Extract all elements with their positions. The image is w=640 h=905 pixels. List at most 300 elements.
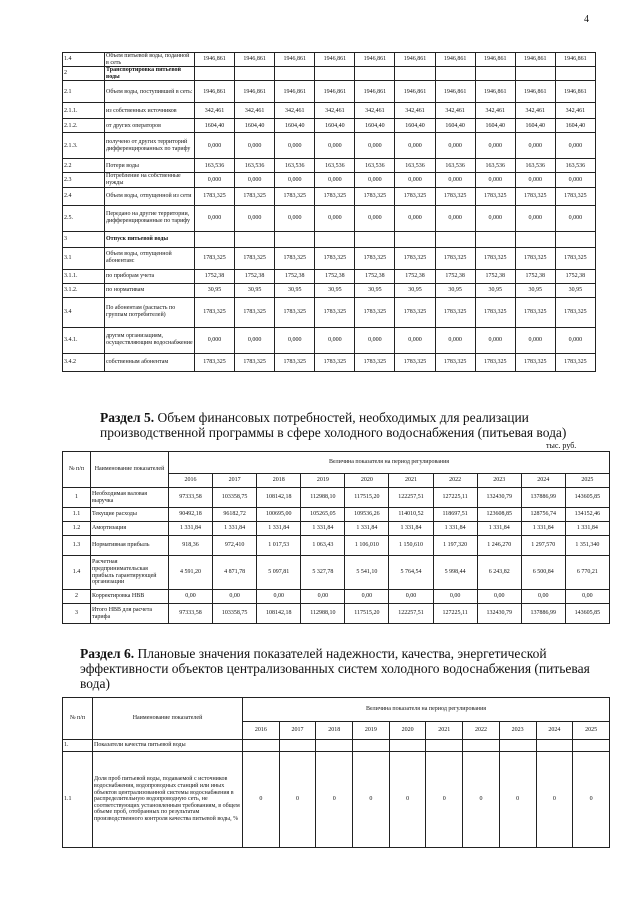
value-cell: 1783,325 <box>475 187 515 205</box>
value-cell: 1946,861 <box>555 81 595 103</box>
value-cell: 1 351,340 <box>565 536 609 556</box>
value-cell: 1752,38 <box>355 269 395 283</box>
col-name-header: Наименование показателей <box>91 452 169 488</box>
value-cell: 105265,05 <box>301 508 345 522</box>
value-cell: 1946,861 <box>515 53 555 67</box>
year-header: 2024 <box>521 474 565 488</box>
value-cell: 137886,99 <box>521 604 565 624</box>
value-cell: 6 500,84 <box>521 556 565 590</box>
value-cell: 1 331,84 <box>301 522 345 536</box>
value-cell: 97333,58 <box>169 488 213 508</box>
table-row <box>63 488 610 508</box>
value-cell: 1 331,84 <box>345 522 389 536</box>
value-cell: 30,95 <box>195 283 235 297</box>
empty-cell <box>195 67 235 81</box>
value-cell: 30,95 <box>355 283 395 297</box>
section5-title <box>100 410 620 440</box>
value-cell: 1 331,84 <box>565 522 609 536</box>
value-cell: 0,000 <box>435 133 475 159</box>
value-cell: 127225,11 <box>433 604 477 624</box>
empty-cell <box>463 740 500 752</box>
value-cell: 4 591,20 <box>169 556 213 590</box>
value-cell: 1783,325 <box>515 247 555 269</box>
page-number: 4 <box>584 14 589 25</box>
value-cell: 5 541,10 <box>345 556 389 590</box>
value-cell: 1752,38 <box>195 269 235 283</box>
value-cell: 1604,40 <box>515 119 555 133</box>
row-name: Нормативная прибыль <box>91 536 169 556</box>
value-cell: 342,461 <box>195 103 235 119</box>
section6-title-text: Плановые значения показателей надежности, качества, энергетической эффективности объектов централизованных систем холодного водоснабжения (питьевая вода) <box>80 646 590 691</box>
value-cell: 112988,10 <box>301 488 345 508</box>
value-cell: 0,000 <box>275 133 315 159</box>
value-cell: 342,461 <box>315 103 355 119</box>
value-cell: 163,536 <box>355 159 395 173</box>
value-cell: 342,461 <box>555 103 595 119</box>
value-cell: 5 764,54 <box>389 556 433 590</box>
year-header: 2016 <box>243 722 280 740</box>
value-cell: 143605,85 <box>565 604 609 624</box>
value-cell: 0,00 <box>257 590 301 604</box>
value-cell: 0,000 <box>315 173 355 187</box>
row-name: от других операторов <box>105 119 195 133</box>
value-cell: 1946,861 <box>195 81 235 103</box>
value-cell: 1783,325 <box>275 187 315 205</box>
value-cell: 1783,325 <box>555 187 595 205</box>
value-cell: 1783,325 <box>275 297 315 327</box>
value-cell: 0,000 <box>515 133 555 159</box>
value-cell: 1783,325 <box>515 297 555 327</box>
value-cell: 1752,38 <box>235 269 275 283</box>
value-cell: 1783,325 <box>195 187 235 205</box>
table-row <box>63 269 596 283</box>
row-name: Показатели качества питьевой воды <box>93 740 243 752</box>
value-cell: 1783,325 <box>395 187 435 205</box>
value-cell: 163,536 <box>395 159 435 173</box>
value-cell: 1783,325 <box>555 247 595 269</box>
value-cell: 122257,51 <box>389 488 433 508</box>
year-header: 2023 <box>499 722 536 740</box>
value-cell: 30,95 <box>515 283 555 297</box>
value-cell: 0,000 <box>275 327 315 353</box>
value-cell: 1783,325 <box>435 187 475 205</box>
empty-cell <box>475 67 515 81</box>
value-cell: 1946,861 <box>475 81 515 103</box>
value-cell: 30,95 <box>435 283 475 297</box>
empty-cell <box>555 231 595 247</box>
value-cell: 0,000 <box>235 133 275 159</box>
table-row <box>63 556 610 590</box>
value-cell: 30,95 <box>395 283 435 297</box>
year-header: 2019 <box>301 474 345 488</box>
year-header: 2020 <box>345 474 389 488</box>
table-row <box>63 536 610 556</box>
value-cell: 0 <box>426 752 463 848</box>
value-cell: 143605,85 <box>565 488 609 508</box>
value-cell: 1946,861 <box>435 53 475 67</box>
value-cell: 1946,861 <box>275 53 315 67</box>
value-cell: 1 106,010 <box>345 536 389 556</box>
value-cell: 0,000 <box>195 327 235 353</box>
value-cell: 0,000 <box>475 205 515 231</box>
empty-cell <box>475 231 515 247</box>
value-cell: 118697,51 <box>433 508 477 522</box>
empty-cell <box>515 67 555 81</box>
value-cell: 0 <box>573 752 610 848</box>
value-cell: 96182,72 <box>213 508 257 522</box>
year-header: 2021 <box>426 722 463 740</box>
value-cell: 0,000 <box>515 327 555 353</box>
row-number: 3.1 <box>63 247 105 269</box>
value-cell: 30,95 <box>475 283 515 297</box>
value-cell: 1 063,43 <box>301 536 345 556</box>
value-cell: 0 <box>316 752 353 848</box>
row-name: Корректировка НВВ <box>91 590 169 604</box>
value-cell: 0,000 <box>555 173 595 187</box>
table-row <box>63 740 610 752</box>
row-number: 2.2 <box>63 159 105 173</box>
empty-cell <box>235 67 275 81</box>
value-cell: 0,00 <box>433 590 477 604</box>
value-cell: 30,95 <box>555 283 595 297</box>
value-cell: 5 327,78 <box>301 556 345 590</box>
row-name: Объем воды, отпущенной из сети <box>105 187 195 205</box>
value-cell: 1783,325 <box>195 297 235 327</box>
value-cell: 0,00 <box>521 590 565 604</box>
value-cell: 918,36 <box>169 536 213 556</box>
row-number: 3.1.1. <box>63 269 105 283</box>
value-cell: 1946,861 <box>235 81 275 103</box>
value-cell: 0,000 <box>315 327 355 353</box>
value-cell: 342,461 <box>475 103 515 119</box>
empty-cell <box>355 231 395 247</box>
table-row <box>63 604 610 624</box>
value-cell: 1 331,84 <box>521 522 565 536</box>
value-cell: 122257,51 <box>389 604 433 624</box>
value-cell: 5 998,44 <box>433 556 477 590</box>
value-cell: 1604,40 <box>235 119 275 133</box>
row-number: 1 <box>63 488 91 508</box>
empty-cell <box>195 231 235 247</box>
row-number: 3.4 <box>63 297 105 327</box>
value-cell: 1 331,84 <box>257 522 301 536</box>
row-name: Расчетная предпринимательская прибыль гарантирующей организации <box>91 556 169 590</box>
value-cell: 1604,40 <box>195 119 235 133</box>
value-cell: 163,536 <box>515 159 555 173</box>
value-cell: 1946,861 <box>395 81 435 103</box>
value-cell: 0,000 <box>475 327 515 353</box>
value-cell: 1783,325 <box>355 247 395 269</box>
value-cell: 1 331,84 <box>433 522 477 536</box>
section6-title-number: Раздел 6. <box>80 646 135 661</box>
year-header: 2017 <box>279 722 316 740</box>
value-cell: 134152,46 <box>565 508 609 522</box>
row-name: Потребление на собственные нужды <box>105 173 195 187</box>
value-cell: 0,000 <box>555 327 595 353</box>
value-cell: 137886,99 <box>521 488 565 508</box>
value-cell: 972,410 <box>213 536 257 556</box>
row-number: 1.1 <box>63 752 93 848</box>
row-name: Необходимая валовая выручка <box>91 488 169 508</box>
value-cell: 0,00 <box>477 590 521 604</box>
empty-cell <box>426 740 463 752</box>
value-cell: 0 <box>243 752 280 848</box>
value-cell: 1783,325 <box>315 353 355 371</box>
col-group-header: Величина показателя на период регулирования <box>169 452 610 474</box>
empty-cell <box>315 67 355 81</box>
value-cell: 1946,861 <box>475 53 515 67</box>
value-cell: 1946,861 <box>515 81 555 103</box>
table-row <box>63 81 596 103</box>
value-cell: 5 097,81 <box>257 556 301 590</box>
value-cell: 163,536 <box>475 159 515 173</box>
value-cell: 163,536 <box>235 159 275 173</box>
value-cell: 1783,325 <box>355 187 395 205</box>
value-cell: 1 331,84 <box>169 522 213 536</box>
value-cell: 1 246,270 <box>477 536 521 556</box>
section5-title-text: Объем финансовых потребностей, необходимых для реализации производственной программы в сфере холодного водоснабжения (питьевая вода) <box>100 410 567 440</box>
row-name: по нормативам <box>105 283 195 297</box>
value-cell: 1752,38 <box>315 269 355 283</box>
value-cell: 1783,325 <box>555 297 595 327</box>
value-cell: 1783,325 <box>395 353 435 371</box>
row-number: 2.5. <box>63 205 105 231</box>
value-cell: 1783,325 <box>355 297 395 327</box>
value-cell: 0,00 <box>565 590 609 604</box>
row-number: 2.1.1. <box>63 103 105 119</box>
value-cell: 1604,40 <box>355 119 395 133</box>
table-row <box>63 173 596 187</box>
row-name: Текущие расходы <box>91 508 169 522</box>
value-cell: 0,000 <box>235 173 275 187</box>
value-cell: 1783,325 <box>315 247 355 269</box>
value-cell: 1783,325 <box>435 353 475 371</box>
value-cell: 0,000 <box>395 173 435 187</box>
year-header: 2025 <box>573 722 610 740</box>
empty-cell <box>499 740 536 752</box>
row-number: 2 <box>63 67 105 81</box>
value-cell: 0,000 <box>235 327 275 353</box>
empty-cell <box>536 740 573 752</box>
value-cell: 342,461 <box>395 103 435 119</box>
value-cell: 30,95 <box>275 283 315 297</box>
empty-cell <box>275 67 315 81</box>
value-cell: 103358,75 <box>213 488 257 508</box>
value-cell: 0,000 <box>555 133 595 159</box>
value-cell: 0,000 <box>435 327 475 353</box>
value-cell: 108142,18 <box>257 604 301 624</box>
value-cell: 0,000 <box>475 133 515 159</box>
year-header: 2023 <box>477 474 521 488</box>
value-cell: 1 297,570 <box>521 536 565 556</box>
value-cell: 1783,325 <box>355 353 395 371</box>
value-cell: 1783,325 <box>235 353 275 371</box>
year-header: 2019 <box>353 722 390 740</box>
row-number: 2.4 <box>63 187 105 205</box>
value-cell: 163,536 <box>555 159 595 173</box>
value-cell: 1783,325 <box>235 247 275 269</box>
value-cell: 1946,861 <box>395 53 435 67</box>
value-cell: 0,000 <box>395 133 435 159</box>
year-header: 2016 <box>169 474 213 488</box>
year-header: 2024 <box>536 722 573 740</box>
table-row <box>63 297 596 327</box>
value-cell: 90492,18 <box>169 508 213 522</box>
value-cell: 0,000 <box>315 205 355 231</box>
row-number: 1.1 <box>63 508 91 522</box>
value-cell: 0,000 <box>235 205 275 231</box>
year-header: 2021 <box>389 474 433 488</box>
empty-cell <box>279 740 316 752</box>
value-cell: 1946,861 <box>355 81 395 103</box>
row-number: 3 <box>63 231 105 247</box>
value-cell: 108142,18 <box>257 488 301 508</box>
value-cell: 0,00 <box>345 590 389 604</box>
empty-cell <box>435 67 475 81</box>
row-number: 2.1.3. <box>63 133 105 159</box>
value-cell: 6 243,82 <box>477 556 521 590</box>
row-name: Отпуск питьевой воды <box>105 231 195 247</box>
empty-cell <box>395 67 435 81</box>
row-name: получено от других территорий дифференцированных по тарифу <box>105 133 195 159</box>
value-cell: 0 <box>536 752 573 848</box>
table-row <box>63 752 610 848</box>
row-number: 1.4 <box>63 53 105 67</box>
value-cell: 0,000 <box>275 173 315 187</box>
table-row <box>63 327 596 353</box>
value-cell: 1946,861 <box>315 53 355 67</box>
row-number: 3.1.2. <box>63 283 105 297</box>
value-cell: 123608,85 <box>477 508 521 522</box>
table-row <box>63 283 596 297</box>
value-cell: 1604,40 <box>435 119 475 133</box>
row-name: Итого НВВ для расчета тарифа <box>91 604 169 624</box>
col-name-header: Наименование показателей <box>93 698 243 740</box>
value-cell: 132430,79 <box>477 488 521 508</box>
value-cell: 1604,40 <box>315 119 355 133</box>
col-group-header: Величина показателя на период регулирования <box>243 698 610 722</box>
value-cell: 4 871,78 <box>213 556 257 590</box>
empty-cell <box>275 231 315 247</box>
row-name: собственным абонентам <box>105 353 195 371</box>
value-cell: 1752,38 <box>555 269 595 283</box>
empty-cell <box>389 740 426 752</box>
value-cell: 1783,325 <box>515 187 555 205</box>
value-cell: 0 <box>463 752 500 848</box>
year-header: 2022 <box>463 722 500 740</box>
value-cell: 1752,38 <box>275 269 315 283</box>
value-cell: 117515,20 <box>345 604 389 624</box>
value-cell: 1604,40 <box>395 119 435 133</box>
value-cell: 0,000 <box>355 327 395 353</box>
value-cell: 1946,861 <box>555 53 595 67</box>
value-cell: 1783,325 <box>395 297 435 327</box>
table-row <box>63 247 596 269</box>
table-row <box>63 53 596 67</box>
row-name: Передано на другие территории, дифференцированные по тарифу <box>105 205 195 231</box>
value-cell: 127225,11 <box>433 488 477 508</box>
empty-cell <box>435 231 475 247</box>
value-cell: 0,00 <box>301 590 345 604</box>
value-cell: 0,000 <box>315 133 355 159</box>
empty-cell <box>235 231 275 247</box>
value-cell: 1946,861 <box>435 81 475 103</box>
value-cell: 97333,58 <box>169 604 213 624</box>
value-cell: 0,000 <box>435 205 475 231</box>
table-row <box>63 231 596 247</box>
table-row <box>63 67 596 81</box>
value-cell: 132430,79 <box>477 604 521 624</box>
water-balance-table <box>62 52 596 372</box>
value-cell: 1752,38 <box>475 269 515 283</box>
value-cell: 0,000 <box>355 173 395 187</box>
value-cell: 1783,325 <box>435 297 475 327</box>
value-cell: 0,00 <box>389 590 433 604</box>
empty-cell <box>573 740 610 752</box>
row-name: Потери воды <box>105 159 195 173</box>
value-cell: 1 331,84 <box>213 522 257 536</box>
value-cell: 0 <box>499 752 536 848</box>
value-cell: 1752,38 <box>395 269 435 283</box>
value-cell: 0,000 <box>355 205 395 231</box>
table-row <box>63 103 596 119</box>
value-cell: 1946,861 <box>315 81 355 103</box>
empty-cell <box>395 231 435 247</box>
value-cell: 1783,325 <box>275 353 315 371</box>
col-num-header: № п/п <box>63 452 91 488</box>
section5-unit: тыс. руб. <box>546 441 577 450</box>
value-cell: 1946,861 <box>355 53 395 67</box>
value-cell: 1783,325 <box>195 353 235 371</box>
row-number: 3.4.1. <box>63 327 105 353</box>
section6-title <box>80 646 620 691</box>
row-number: 3.4.2 <box>63 353 105 371</box>
row-number: 2.3 <box>63 173 105 187</box>
empty-cell <box>316 740 353 752</box>
row-name: Транспортировка питьевой воды <box>105 67 195 81</box>
value-cell: 1783,325 <box>475 297 515 327</box>
empty-cell <box>315 231 355 247</box>
value-cell: 0,000 <box>275 205 315 231</box>
row-name: из собственных источников <box>105 103 195 119</box>
col-num-header: № п/п <box>63 698 93 740</box>
value-cell: 163,536 <box>435 159 475 173</box>
table-row <box>63 159 596 173</box>
value-cell: 1783,325 <box>235 297 275 327</box>
empty-cell <box>355 67 395 81</box>
value-cell: 0,000 <box>475 173 515 187</box>
year-header: 2018 <box>257 474 301 488</box>
row-name: по приборам учета <box>105 269 195 283</box>
value-cell: 109536,26 <box>345 508 389 522</box>
year-header: 2025 <box>565 474 609 488</box>
value-cell: 163,536 <box>275 159 315 173</box>
value-cell: 0 <box>353 752 390 848</box>
value-cell: 30,95 <box>235 283 275 297</box>
table-row <box>63 187 596 205</box>
value-cell: 1783,325 <box>275 247 315 269</box>
value-cell: 1752,38 <box>515 269 555 283</box>
value-cell: 1783,325 <box>315 297 355 327</box>
value-cell: 0 <box>279 752 316 848</box>
value-cell: 1783,325 <box>475 353 515 371</box>
value-cell: 0 <box>389 752 426 848</box>
row-number: 3 <box>63 604 91 624</box>
value-cell: 1783,325 <box>555 353 595 371</box>
value-cell: 103358,75 <box>213 604 257 624</box>
table-row <box>63 133 596 159</box>
year-header: 2018 <box>316 722 353 740</box>
